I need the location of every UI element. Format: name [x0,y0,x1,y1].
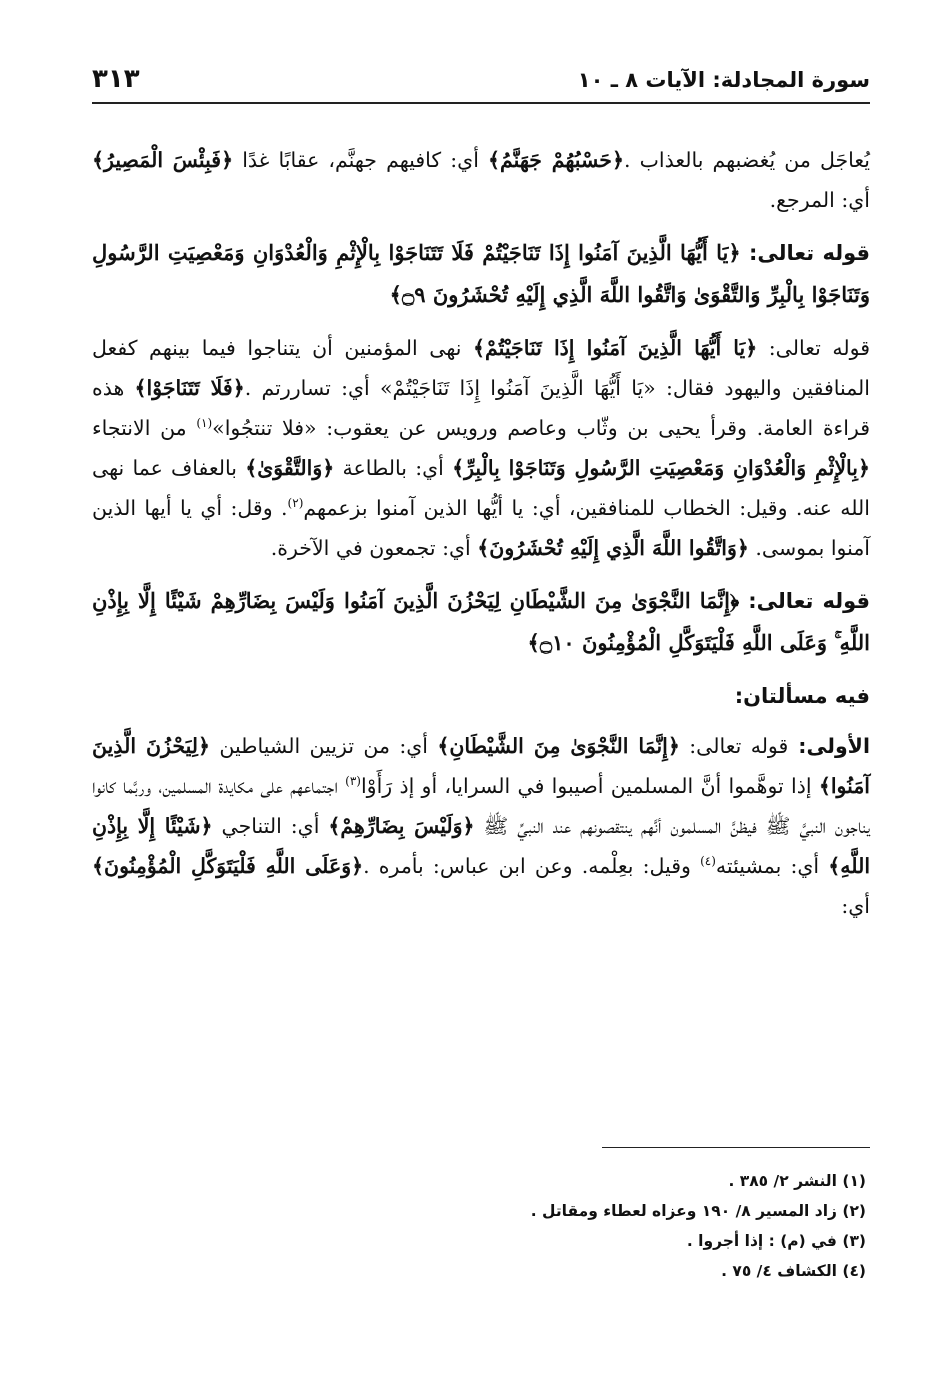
footnote-1: (١) النشر ٢/ ٣٨٥ . [728,1172,866,1190]
issue-label: الأولى: [788,734,870,758]
footnote-3: (٣) في (م) : إذا أجروا . [686,1232,866,1250]
text-segment: قوله تعالى: [679,734,789,758]
quran-quote: ﴿يَا أَيُّهَا الَّذِينَ آمَنُوا إِذَا تَنَاجَيْتُمْ﴾ [473,336,758,360]
running-title: سورة المجادلة: الآيات ٨ ـ ١٠ [577,68,870,92]
verse-text: ﴿إِنَّمَا النَّجْوَىٰ مِنَ الشَّيْطَانِ لِيَحْزُنَ الَّذِينَ آمَنُوا وَلَيْسَ بِضَارِّهِمْ شَيْئًا إِلَّا بِإِذْنِ اللَّهِ ۚ وَعَلَى اللَّهِ فَلْيَتَوَكَّلِ الْمُؤْمِنُونَ ۝١٠﴾ [92,588,870,655]
quran-quote: ﴿إِنَّمَا النَّجْوَىٰ مِنَ الشَّيْطَانِ﴾ [437,734,680,758]
section-heading: فيه مسألتان: [734,684,870,708]
text-segment: قوله تعالى: [757,336,870,360]
footnote-ref: (٣) [345,774,361,789]
quran-quote: ﴿شَيْئًا إِلَّا بِإِذْنِ اللَّهِ﴾ [92,814,871,878]
text-segment: أي: بالطاعة [334,456,453,480]
text-segment: أي: المرجع. [769,188,870,212]
footnote-ref: (٢) [287,496,304,511]
text-segment: أي: من تزيين الشياطين [210,734,438,758]
footnote-4: (٤) الكشاف ٤/ ٧٥ . [721,1262,866,1280]
verse-10 [92,580,870,664]
verse-lead: قوله تعالى: [739,589,871,613]
verse-9 [92,232,870,316]
footnote-separator [602,1147,870,1148]
text-segment: يُعاجَل من يُغضبهم بالعذاب . [623,148,870,172]
quran-quote: ﴿وَلَيْسَ بِضَارِّهِمْ﴾ [328,814,475,838]
quran-quote: ﴿وَاتَّقُوا اللَّهَ الَّذِي إِلَيْهِ تُحْشَرُونَ﴾ [477,536,749,560]
page-header [92,62,870,104]
footnotes [106,1166,866,1286]
text-segment: وقيل: بعِلْمه. وعن ابن عباس: بأمره . [363,854,701,878]
quran-quote: ﴿لِيَحْزُنَ الَّذِينَ آمَنُوا﴾ [92,734,871,798]
text-segment: بالعفاف عما نهى الله عنه. وقيل: الخطاب للمنافقين، أي: يا أيُّها الذين آمنوا بزعمهم [92,456,870,520]
text-segment: نهى المؤمنين أن يتناجوا فيما بينهم كفعل المنافقين واليهود فقال: «يَا أَيُّهَا الَّذِينَ آمَنُوا إِذَا تَنَاجَيْتُمْ» أي: تساررتم . [92,336,870,400]
footnote-ref: (٤) [700,854,716,869]
text-segment: أي: كافيهم جهنَّم، عقابًا غدًا [233,148,489,172]
text-segment: أي: التناجي [212,814,329,838]
text-segment: أي: [841,894,870,918]
quran-quote: ﴿وَعَلَى اللَّهِ فَلْيَتَوَكَّلِ الْمُؤْمِنُونَ﴾ [92,854,364,878]
page-number: ٣١٣ [92,64,140,94]
text-segment: هذه قراءة العامة. وقرأ يحيى بن وثّاب وعاصم ورويس عن يعقوب: «فلا تنتجُوا» [92,376,871,440]
verse-lead: قوله تعالى: [740,241,870,265]
text-segment: أي: بمشيئته [715,854,829,878]
text-segment: إذا توهَّموا أنَّ المسلمين أصيبوا في السرايا، أو إذ رَأَوْا [360,774,819,798]
quran-quote: ﴿حَسْبُهُمْ جَهَنَّمُ﴾ [488,148,624,172]
footnote-2: (٢) زاد المسير ٨/ ١٩٠ وعزاه لعطاء ومقاتل . [530,1202,866,1220]
text-segment: اجتماعهم على مكايدة المسلمين، وربَّما كانوا يناجون النبيَّ ﷺ فيظنَّ المسلمون أنَّهم ينتقصونهم عند النبيِّ ﷺ [92,774,870,838]
text-segment: . وقل: أي يا أيها الذين آمنوا بموسى. [92,496,870,560]
main-text [92,140,870,938]
quran-quote: ﴿فَبِئْسَ الْمَصِيرُ﴾ [92,148,234,172]
paragraph-first-issue [92,726,870,926]
paragraph-commentary-9 [92,328,870,568]
paragraph-intro [92,140,870,220]
text-segment: من الانتجاء [92,416,197,440]
text-segment: أي: تجمعون في الآخرة. [270,536,478,560]
quran-quote: ﴿بِالْإِثْمِ وَالْعُدْوَانِ وَمَعْصِيَتِ الرَّسُولِ وَتَنَاجَوْا بِالْبِرِّ﴾ [452,456,870,480]
quran-quote: ﴿فَلَا تَتَنَاجَوْا﴾ [134,376,245,400]
quran-quote: ﴿وَالتَّقْوَىٰ﴾ [245,456,335,480]
footnote-ref: (١) [196,416,213,431]
verse-text: ﴿يَا أَيُّهَا الَّذِينَ آمَنُوا إِذَا تَنَاجَيْتُمْ فَلَا تَتَنَاجَوْا بِالْإِثْمِ وَالْعُدْوَانِ وَمَعْصِيَتِ الرَّسُولِ وَتَنَاجَوْا بِالْبِرِّ وَالتَّقْوَىٰ وَاتَّقُوا اللَّهَ الَّذِي إِلَيْهِ تُحْشَرُونَ ۝٩﴾ [92,240,870,307]
